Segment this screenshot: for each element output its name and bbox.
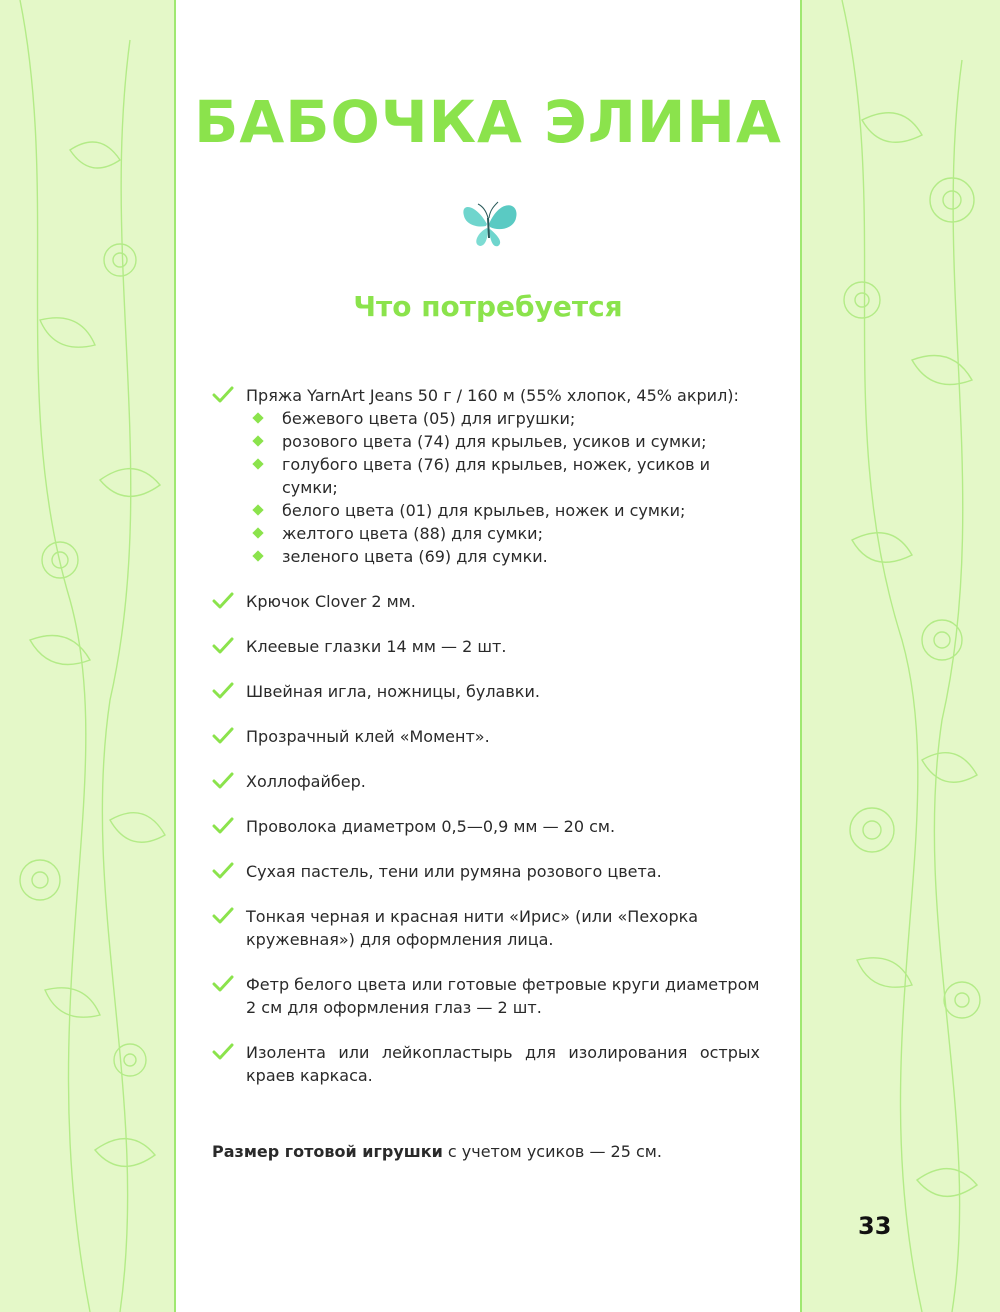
materials-list: [212, 384, 760, 1109]
floral-pattern-icon: [802, 0, 1000, 1312]
check-icon: [212, 727, 234, 745]
diamond-bullet-icon: [252, 504, 263, 515]
content-panel: [174, 0, 802, 1312]
list-item-yarn: [212, 384, 760, 568]
list-item: Тонкая черная и красная нити «Ирис» (или «Пехорка кружевная») для оформления лица.: [212, 905, 760, 951]
list-item: желтого цвета (88) для сумки;: [246, 522, 760, 545]
yarn-label: Пряжа YarnArt Jeans 50 г / 160 м (55% хлопок, 45% акрил):: [246, 386, 739, 405]
check-icon: [212, 862, 234, 880]
list-item: Сухая пастель, тени или румяна розового цвета.: [212, 860, 760, 883]
list-item: Клеевые глазки 14 мм — 2 шт.: [212, 635, 760, 658]
list-item: бежевого цвета (05) для игрушки;: [246, 407, 760, 430]
yarn-colors-list: [246, 407, 760, 568]
finished-size-label: Размер готовой игрушки: [212, 1142, 443, 1161]
finished-size: [212, 1140, 662, 1163]
list-item: Фетр белого цвета или готовые фетровые круги диаметром 2 см для оформления глаз — 2 шт.: [212, 973, 760, 1019]
diamond-bullet-icon: [252, 435, 263, 446]
check-icon: [212, 592, 234, 610]
check-icon: [212, 386, 234, 404]
check-icon: [212, 637, 234, 655]
check-icon: [212, 907, 234, 925]
list-item: белого цвета (01) для крыльев, ножек и сумки;: [246, 499, 760, 522]
list-item: Проволока диаметром 0,5—0,9 мм — 20 см.: [212, 815, 760, 838]
list-item: Холлофайбер.: [212, 770, 760, 793]
list-item: Швейная игла, ножницы, булавки.: [212, 680, 760, 703]
list-item: зеленого цвета (69) для сумки.: [246, 545, 760, 568]
list-item: Крючок Clover 2 мм.: [212, 590, 760, 613]
page-number: 33: [858, 1212, 892, 1240]
butterfly-icon: [456, 188, 522, 254]
check-icon: [212, 772, 234, 790]
floral-border-left: [0, 0, 174, 1312]
check-icon: [212, 1043, 234, 1061]
finished-size-value: с учетом усиков — 25 см.: [442, 1142, 662, 1161]
check-icon: [212, 682, 234, 700]
page-title: БАБОЧКА ЭЛИНА: [194, 88, 782, 156]
diamond-bullet-icon: [252, 412, 263, 423]
list-item: Изолента или лейкопластырь для изолирования острых краев каркаса.: [212, 1041, 760, 1087]
diamond-bullet-icon: [252, 527, 263, 538]
section-title: Что потребуется: [353, 290, 623, 323]
list-item: голубого цвета (76) для крыльев, ножек, усиков и сумки;: [246, 453, 760, 499]
list-item: Прозрачный клей «Момент».: [212, 725, 760, 748]
diamond-bullet-icon: [252, 550, 263, 561]
floral-border-right: [802, 0, 1000, 1312]
check-icon: [212, 817, 234, 835]
floral-pattern-icon: [0, 0, 174, 1312]
diamond-bullet-icon: [252, 458, 263, 469]
check-icon: [212, 975, 234, 993]
list-item: розового цвета (74) для крыльев, усиков и сумки;: [246, 430, 760, 453]
